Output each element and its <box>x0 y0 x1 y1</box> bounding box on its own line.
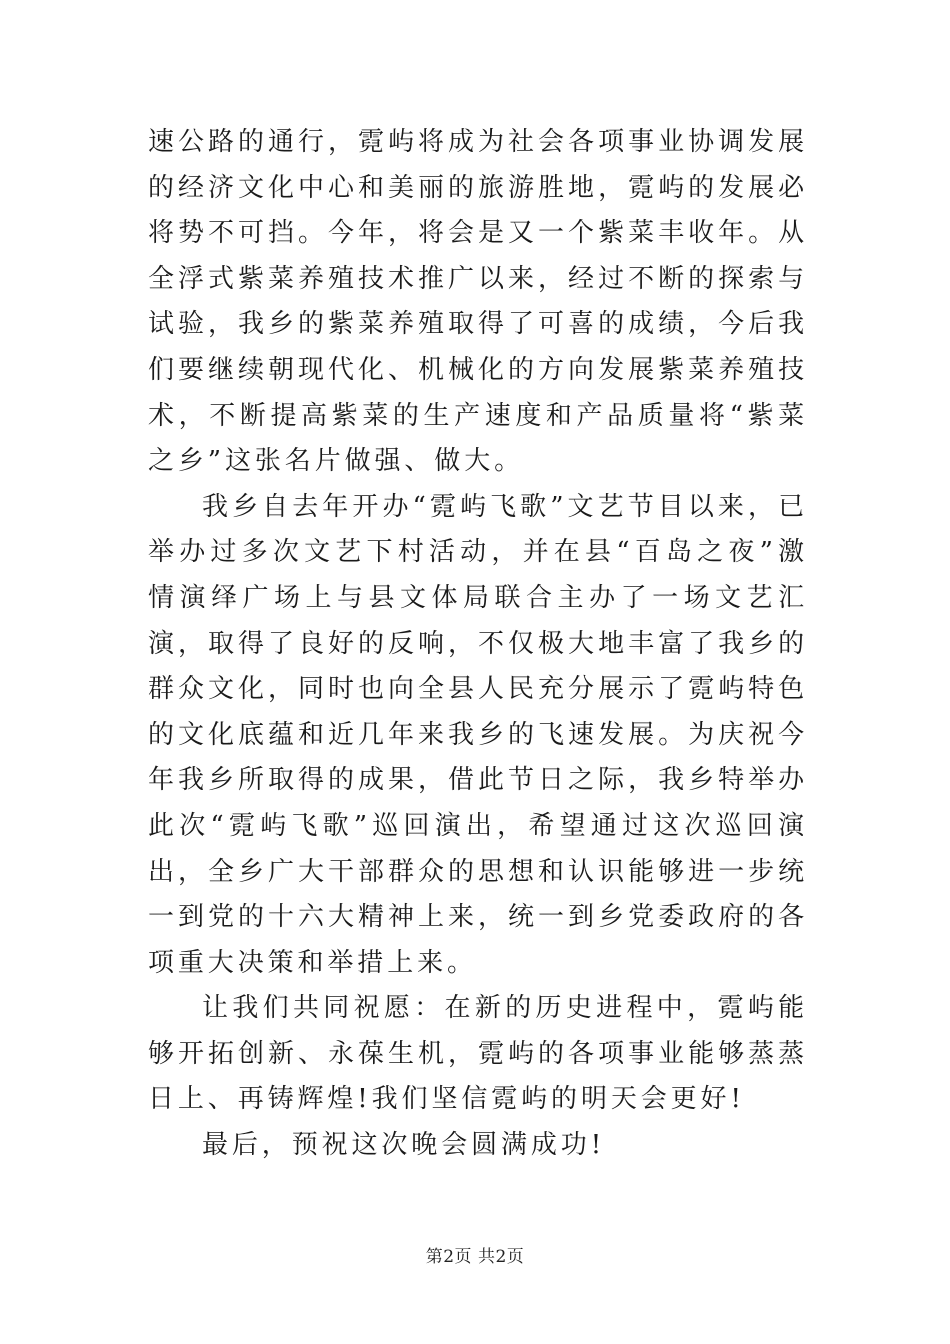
paragraph-performance: 我乡自去年开办“霓屿飞歌”文艺节目以来，已举办过多次文艺下村活动，并在县“百岛之夜”激情演绎广场上与县文体局联合主办了一场文艺汇演，取得了良好的反响，不仅极大地丰富了我乡的群众文化，同时也向全县人民充分展示了霓屿特色的文化底蕴和近几年来我乡的飞速发展。为庆祝今年我乡所取得的成果，借此节日之际，我乡特举办此次“霓屿飞歌”巡回演出，希望通过这次巡回演出，全乡广大干部群众的思想和认识能够进一步统一到党的十六大精神上来，统一到乡党委政府的各项重大决策和举措上来。 <box>148 491 808 978</box>
paragraph-closing: 最后，预祝这次晚会圆满成功! <box>202 1130 606 1161</box>
paragraph-wishes: 让我们共同祝愿：在新的历史进程中，霓屿能够开拓创新、永葆生机，霓屿的各项事业能够蒸蒸日上、再铸辉煌!我们坚信霓屿的明天会更好! <box>148 993 808 1115</box>
paragraph-continuation: 速公路的通行，霓屿将成为社会各项事业协调发展的经济文化中心和美丽的旅游胜地，霓屿的发展必将势不可挡。今年，将会是又一个紫菜丰收年。从全浮式紫菜养殖技术推广以来，经过不断的探索与试验，我乡的紫菜养殖取得了可喜的成绩，今后我们要继续朝现代化、机械化的方向发展紫菜养殖技术，不断提高紫菜的生产速度和产品质量将“紫菜之乡”这张名片做强、做大。 <box>148 127 808 477</box>
page-number-footer: 第2页 共2页 <box>425 1247 525 1267</box>
document-body <box>148 120 808 1169</box>
